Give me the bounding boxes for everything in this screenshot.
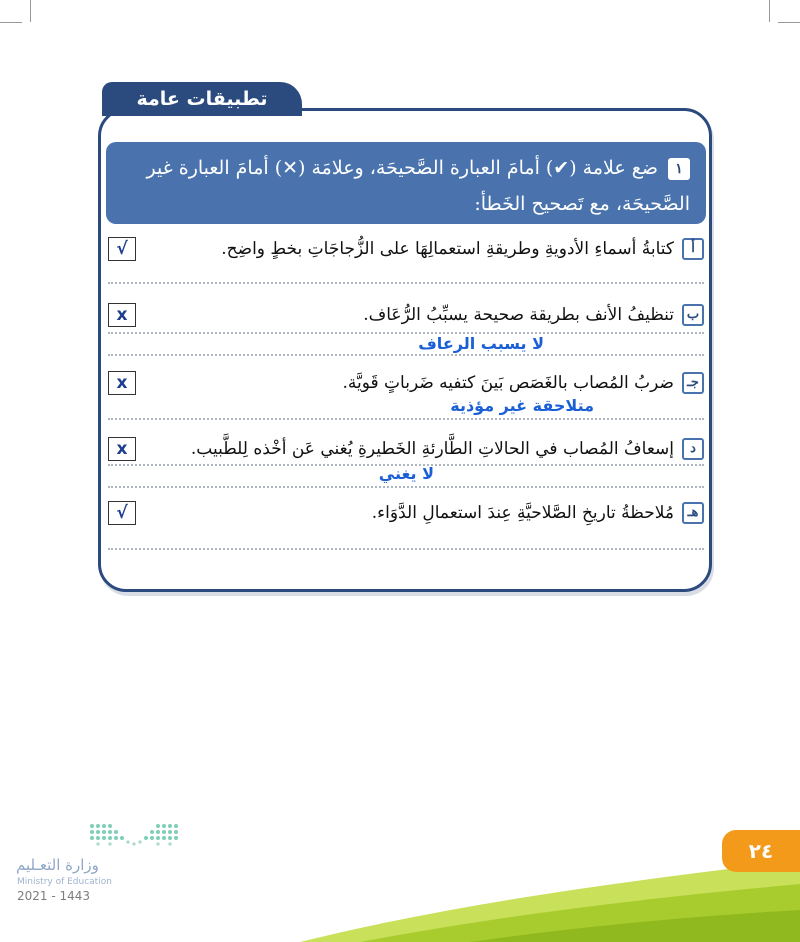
item-letter: جـ [682,372,704,394]
answer-mark-box[interactable]: √ [108,237,136,261]
correction-text: لا يسبب الرعاف [418,334,544,353]
correction-text: متلاحقة غير مؤذية [450,396,594,415]
statement-text: مُلاحظةُ تاريخِ الصَّلاحيَّةِ عِندَ استعمالِ الدَّوَاء. [371,503,674,523]
answer-mark-box[interactable]: x [108,437,136,461]
section-title: تطبيقات عامة [102,82,302,116]
ministry-name-english: Ministry of Education [17,877,112,887]
answer-mark-box[interactable]: √ [108,501,136,525]
item-letter: ب [682,304,704,326]
correction-text: لا يغني [378,464,434,483]
page-number: ٢٤ [722,830,800,872]
statement-text: إسعافُ المُصاب في الحالاتِ الطَّارئةِ الخَطيرةِ يُغني عَن أخْذه لِلطَّبيب. [190,439,674,459]
item-letter: د [682,438,704,460]
statement-text: ضربُ المُصاب بالغَصَص بَينَ كتفيه ضَرباتٍ قَويَّة. [342,373,674,393]
answer-mark-box[interactable]: x [108,303,136,327]
statement-text: كتابةُ أسماءِ الأدويةِ وطريقةِ استعمالِهَا على الزُّجاجَاتِ بخطٍ واضِح. [221,239,674,259]
answer-mark-box[interactable]: x [108,371,136,395]
statement-text: تنظيفُ الأنف بطريقة صحيحة يسبِّبُ الرُّعَاف. [363,305,674,325]
question-number: ١ [668,158,690,180]
item-letter: هـ [682,502,704,524]
instruction-text: ضع علامة (✔) أمامَ العبارة الصَّحيحَة، وعلامَة (✕) أمامَ العبارة غير الصَّحيحَة، مع تَصحيح الخَطأ: [146,157,690,215]
ministry-name-arabic: وزارة التعـليم [16,856,99,874]
item-letter: أ [682,238,704,260]
edition-year: 2021 - 1443 [17,889,91,903]
